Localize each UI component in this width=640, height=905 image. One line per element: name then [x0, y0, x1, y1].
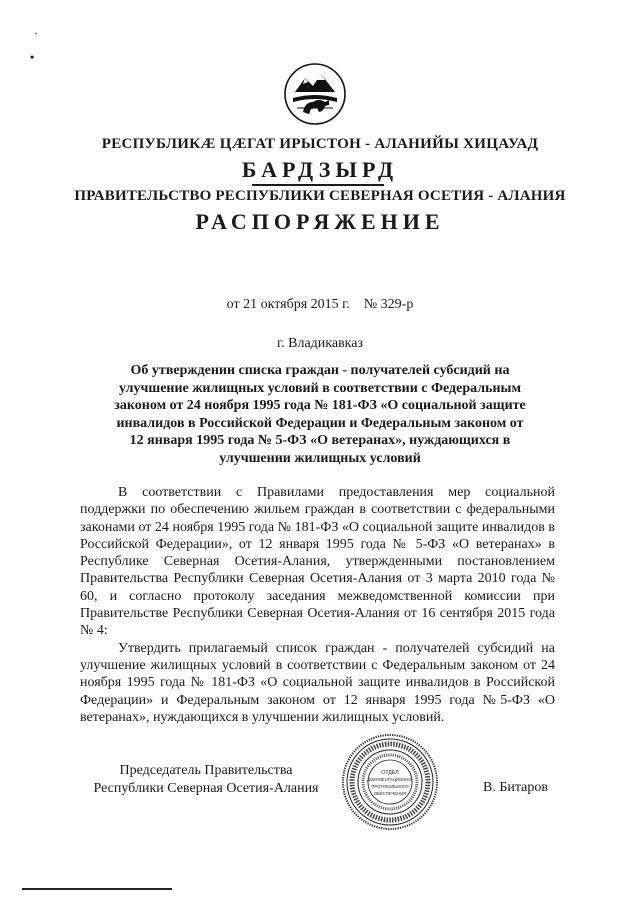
date-and-number [0, 297, 640, 313]
stamp-text-line2: ДОКУМЕНТАЦИОННО- [367, 777, 413, 782]
russian-government-heading: ПРАВИТЕЛЬСТВО РЕСПУБЛИКИ СЕВЕРНАЯ ОСЕТИЯ - АЛАНИЯ [74, 188, 566, 204]
stamp-text-line3: ПРОТОКОЛЬНОГО [371, 784, 409, 789]
document-title: Об утверждении списка граждан - получателей субсидий на улучшение жилищных условий в соответствии с Федеральным законом от 24 ноября 1995 года № 181-ФЗ «О социальной защите инвалидов в Российской Федерации и Федеральным законом от 12 января 1995 года № 5-ФЗ «О ветеранах», нуждающихся в улучшении жилищных условий [114, 363, 526, 466]
signatory-position-line1: Председатель Правительства [119, 763, 293, 778]
document-date: 21 октября 2015 г. [243, 297, 350, 312]
body-paragraph-1: В соответствии с Правилами предоставления мер социальной поддержки по обеспечению жильем граждан в соответствии с федеральными законами от 24 ноября 1995 года № 181-ФЗ «О социальной защите инвалидов в Российской Федерации», от 12 января 1995 года № 5-ФЗ «О ветеранах» в Республике Северная Осетия-Алания, утвержденными постановлением Правительства Республики Северная Осетия-Алания от 3 марта 2010 года № 60, и согласно протоколу заседания межведомственной комиссии при Правительстве Республики Северная Осетия-Алания от 16 сентября 2015 года № 4: [80, 485, 555, 639]
number-prefix: № [363, 297, 378, 312]
document-number: 329-р [380, 297, 414, 312]
stamp-text-line1: ОТДЕЛ [381, 770, 399, 776]
heading-underline [252, 184, 384, 186]
signatory-position-line2: Республики Северная Осетия-Алания [93, 781, 319, 796]
coat-of-arms-icon [283, 62, 347, 126]
signatory-name: В. Битаров [483, 780, 548, 795]
footer-rule [22, 888, 172, 890]
scan-mark: • [30, 50, 35, 64]
body-paragraph-2: Утвердить прилагаемый список граждан - получателей субсидий на улучшение жилищных условий в соответствии с Федеральным законом от 24 ноября 1995 года № 181-ФЗ «О социальной защите инвалидов в Российской Федерации» и Федеральным законом от 12 января 1995 года №5-ФЗ «О ветеранах», нуждающихся в улучшении жилищных условий. [80, 640, 555, 725]
ossetian-doc-type-text: БАРДЗЫРД [241, 157, 399, 182]
signatory-position [86, 762, 326, 798]
city: г. Владикавказ [276, 336, 364, 351]
official-stamp-icon [340, 732, 440, 832]
ossetian-doc-type [0, 157, 640, 183]
document-body [80, 484, 555, 726]
ossetian-government-heading: РЕСПУБЛИКÆ ЦÆГАТ ИРЫСТОН - АЛАНИЙЫ ХИЦАУАД [101, 136, 539, 152]
stamp-text-line4: ОБЕСПЕЧЕНИЯ [373, 791, 407, 796]
date-prefix: от [226, 297, 240, 312]
russian-doc-type: РАСПОРЯЖЕНИЕ [195, 209, 445, 234]
scan-mark: ˋ [34, 30, 38, 44]
